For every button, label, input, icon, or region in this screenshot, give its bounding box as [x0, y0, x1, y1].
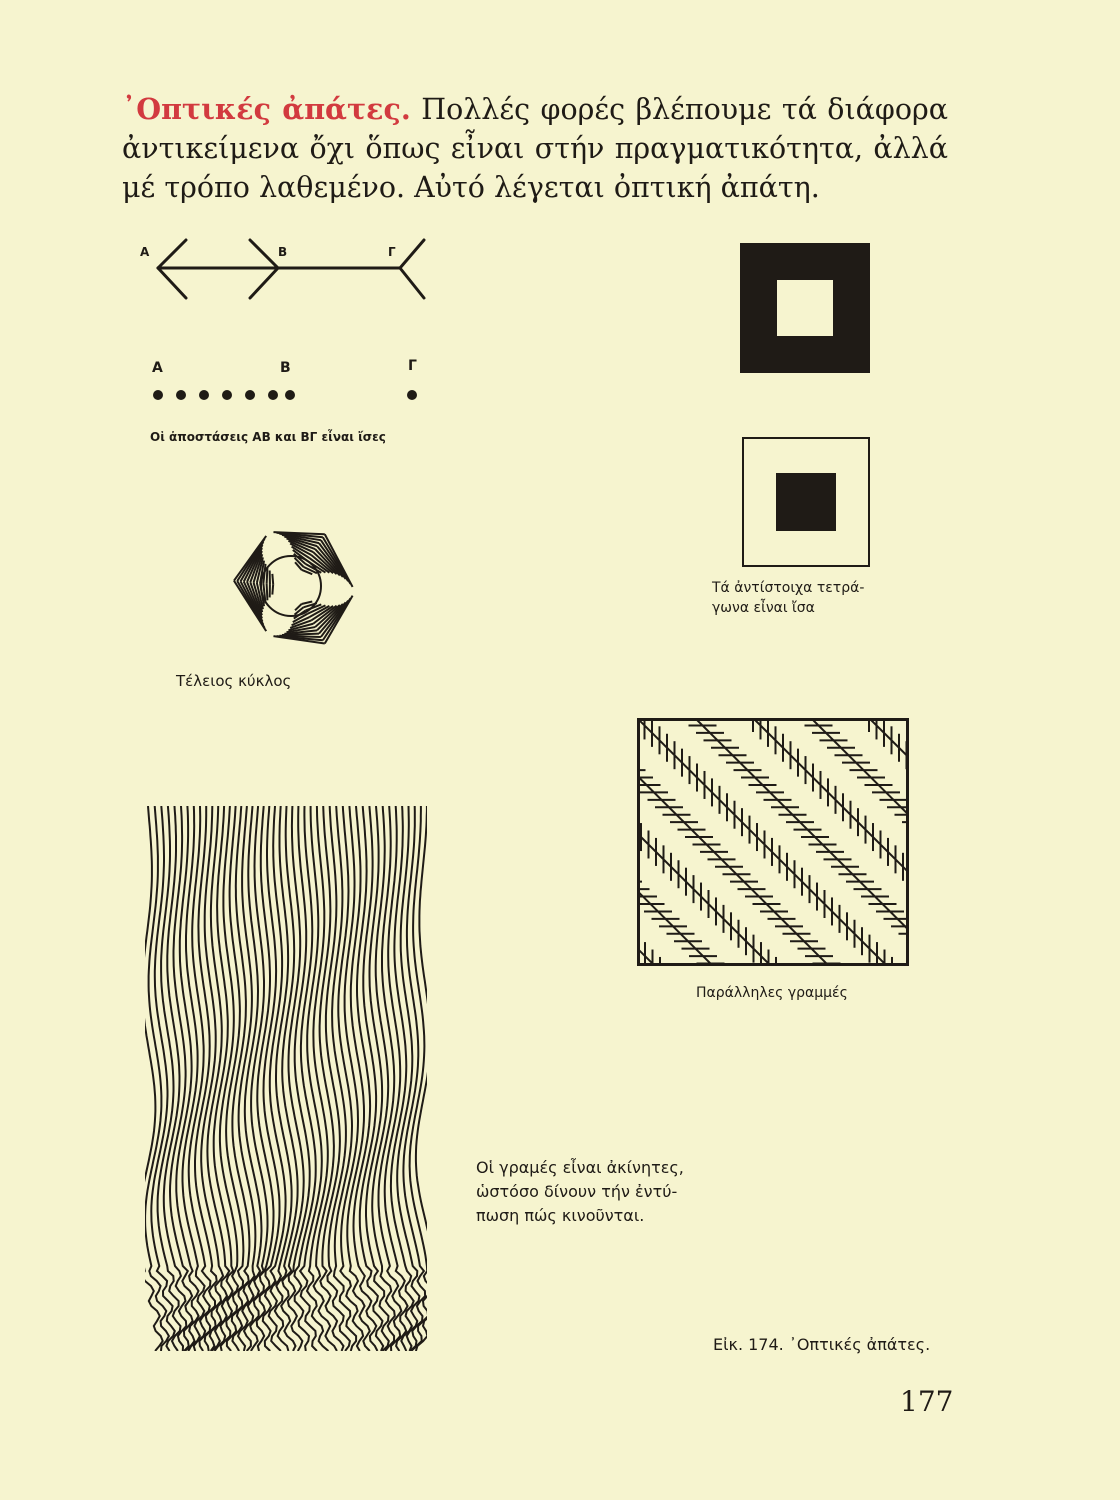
page-number: 177 [900, 1385, 954, 1418]
wave-line [360, 806, 383, 1351]
label-a-top: Α [140, 245, 150, 259]
label-b-dots: Β [280, 360, 291, 376]
chevron-line [272, 584, 273, 594]
circle-caption: Τέλειος κύκλος [176, 672, 292, 690]
label-g-dots: Γ [408, 358, 417, 374]
parallel-lines-figure [637, 718, 909, 966]
figure-caption: Εἰκ. 174. ᾿Οπτικές ἀπάτες. [713, 1335, 931, 1354]
chevron-line [267, 584, 268, 601]
wave-line [334, 806, 356, 1351]
muller-lyer-figure [130, 230, 440, 310]
diagonal-line [927, 718, 1120, 1016]
label-g-top: Γ [388, 245, 396, 259]
wave-line [151, 806, 175, 1351]
intro-paragraph [122, 90, 948, 207]
black-square-figure [740, 243, 870, 373]
label-a-dots: Α [152, 360, 163, 376]
squares-caption-2: γωνα εἶναι ἴσα [712, 600, 815, 616]
waves-caption-2: ὡστόσο δίνουν τήν ἐντύ- [476, 1182, 678, 1201]
section-heading: ᾿Οπτικές ἀπάτες. [122, 92, 411, 126]
label-b-top: Β [278, 245, 288, 259]
white-square-figure [742, 437, 870, 567]
wave-line [354, 806, 378, 1351]
waves-caption-3: πωση πώς κινοῦνται. [476, 1206, 645, 1225]
distances-caption: Οἱ ἀποστάσεις ΑΒ και ΒΓ εἶναι ἴσες [150, 430, 386, 444]
chevron-line [325, 596, 353, 644]
chevron-line [302, 601, 313, 603]
chevron-line [272, 574, 273, 584]
chevron-line [282, 634, 319, 635]
wave-line [294, 806, 315, 1351]
squares-caption-1: Τά ἀντίστοιχα τετρά- [712, 580, 865, 596]
intro-text: Πολλές φορές βλέπουμε τά διάφορα ἀντικείμενα ὄχι ὅπως εἶναι στήν πραγματικότητα, ἀλλά μέ τρόπο λαθεμένο. Αὐτό λέγεται ὀπτική ἀπάτη. [122, 93, 948, 204]
parallel-caption: Παράλληλες γραμμές [696, 985, 848, 1001]
waves-caption-1: Οἱ γραμές εἶναι ἀκίνητες, [476, 1158, 684, 1177]
dot-row [140, 385, 430, 405]
moving-lines-figure [145, 806, 427, 1351]
